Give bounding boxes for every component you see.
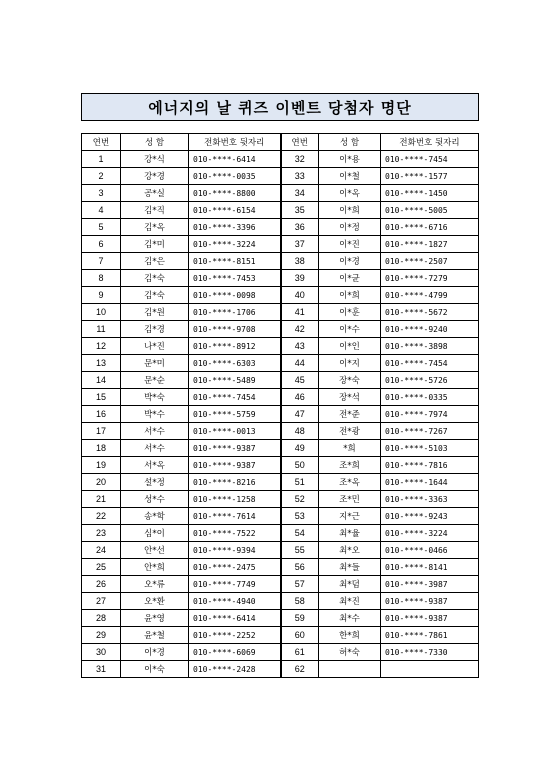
entry-no: 19 xyxy=(82,457,121,474)
table-row xyxy=(82,202,479,219)
entry-name: 송*학 xyxy=(121,508,189,525)
entry-phone: 010-****-7453 xyxy=(189,270,281,287)
entry-name: 이*옥 xyxy=(319,185,381,202)
entry-name: 이*경 xyxy=(121,644,189,661)
entry-no: 55 xyxy=(281,542,319,559)
entry-name: 이*지 xyxy=(319,355,381,372)
entry-phone: 010-****-7861 xyxy=(381,627,479,644)
entry-phone: 010-****-2475 xyxy=(189,559,281,576)
entry-name: 이*수 xyxy=(319,321,381,338)
entry-no: 57 xyxy=(281,576,319,593)
header-no-right: 연번 xyxy=(281,134,319,151)
entry-name: 박*수 xyxy=(121,406,189,423)
table-row xyxy=(82,508,479,525)
entry-name: 이*철 xyxy=(319,168,381,185)
entry-name: 안*희 xyxy=(121,559,189,576)
entry-name: 이*희 xyxy=(319,202,381,219)
table-row xyxy=(82,372,479,389)
entry-phone: 010-****-5672 xyxy=(381,304,479,321)
entry-name: 조*민 xyxy=(319,491,381,508)
entry-phone: 010-****-7454 xyxy=(381,151,479,168)
entry-name: 이*진 xyxy=(319,236,381,253)
entry-no: 46 xyxy=(281,389,319,406)
entry-no: 20 xyxy=(82,474,121,491)
entry-name: 강*식 xyxy=(121,151,189,168)
entry-phone: 010-****-7330 xyxy=(381,644,479,661)
entry-no: 1 xyxy=(82,151,121,168)
entry-phone: 010-****-0335 xyxy=(381,389,479,406)
entry-name: 이*정 xyxy=(319,219,381,236)
entry-name: 이*희 xyxy=(319,287,381,304)
entry-phone: 010-****-8151 xyxy=(189,253,281,270)
entry-phone: 010-****-5759 xyxy=(189,406,281,423)
entry-no: 37 xyxy=(281,236,319,253)
entry-no: 58 xyxy=(281,593,319,610)
table-row xyxy=(82,559,479,576)
entry-name: 오*류 xyxy=(121,576,189,593)
table-row xyxy=(82,219,479,236)
entry-no: 38 xyxy=(281,253,319,270)
entry-name: 서*수 xyxy=(121,440,189,457)
entry-no: 42 xyxy=(281,321,319,338)
entry-no: 40 xyxy=(281,287,319,304)
table-row xyxy=(82,593,479,610)
entry-name: 김*은 xyxy=(121,253,189,270)
entry-name: 윤*영 xyxy=(121,610,189,627)
table-row xyxy=(82,253,479,270)
table-row xyxy=(82,185,479,202)
entry-no: 22 xyxy=(82,508,121,525)
entry-name: 심*이 xyxy=(121,525,189,542)
entry-name: 최*수 xyxy=(319,610,381,627)
entry-no: 12 xyxy=(82,338,121,355)
entry-no: 43 xyxy=(281,338,319,355)
entry-phone: 010-****-7974 xyxy=(381,406,479,423)
entry-phone: 010-****-5005 xyxy=(381,202,479,219)
entry-phone: 010-****-8800 xyxy=(189,185,281,202)
entry-phone: 010-****-7454 xyxy=(189,389,281,406)
entry-phone: 010-****-0013 xyxy=(189,423,281,440)
winners-table xyxy=(81,133,479,678)
entry-no: 61 xyxy=(281,644,319,661)
entry-phone: 010-****-4799 xyxy=(381,287,479,304)
table-row xyxy=(82,440,479,457)
table-row xyxy=(82,389,479,406)
table-row xyxy=(82,236,479,253)
entry-name: 이*훈 xyxy=(319,304,381,321)
entry-name: 최*오 xyxy=(319,542,381,559)
table-row xyxy=(82,151,479,168)
entry-name: 최*들 xyxy=(319,559,381,576)
table-row xyxy=(82,423,479,440)
entry-no: 30 xyxy=(82,644,121,661)
entry-phone: 010-****-6069 xyxy=(189,644,281,661)
entry-phone: 010-****-2428 xyxy=(189,661,281,678)
entry-name: 김*경 xyxy=(121,321,189,338)
entry-no: 60 xyxy=(281,627,319,644)
table-row xyxy=(82,525,479,542)
entry-no: 49 xyxy=(281,440,319,457)
entry-name: 나*진 xyxy=(121,338,189,355)
entry-no: 2 xyxy=(82,168,121,185)
entry-name: 김*숙 xyxy=(121,270,189,287)
entry-name: 김*옥 xyxy=(121,219,189,236)
entry-phone: 010-****-9387 xyxy=(381,593,479,610)
entry-no: 48 xyxy=(281,423,319,440)
entry-phone: 010-****-5103 xyxy=(381,440,479,457)
entry-name: 안*선 xyxy=(121,542,189,559)
entry-no: 11 xyxy=(82,321,121,338)
entry-phone: 010-****-9387 xyxy=(189,440,281,457)
entry-no: 47 xyxy=(281,406,319,423)
entry-phone: 010-****-6303 xyxy=(189,355,281,372)
entry-name: 오*환 xyxy=(121,593,189,610)
header-name-right: 성 함 xyxy=(319,134,381,151)
entry-no: 15 xyxy=(82,389,121,406)
entry-name: 최*율 xyxy=(319,525,381,542)
entry-name: 조*옥 xyxy=(319,474,381,491)
entry-no: 39 xyxy=(281,270,319,287)
entry-no: 18 xyxy=(82,440,121,457)
entry-name: 문*미 xyxy=(121,355,189,372)
table-row xyxy=(82,661,479,678)
table-row xyxy=(82,270,479,287)
entry-no: 31 xyxy=(82,661,121,678)
entry-phone: 010-****-8912 xyxy=(189,338,281,355)
entry-no: 44 xyxy=(281,355,319,372)
entry-phone: 010-****-7267 xyxy=(381,423,479,440)
entry-no: 27 xyxy=(82,593,121,610)
entry-phone: 010-****-3224 xyxy=(189,236,281,253)
entry-no: 7 xyxy=(82,253,121,270)
entry-name: 설*정 xyxy=(121,474,189,491)
entry-phone: 010-****-7816 xyxy=(381,457,479,474)
header-name: 성 함 xyxy=(121,134,189,151)
entry-no: 26 xyxy=(82,576,121,593)
entry-phone: 010-****-2252 xyxy=(189,627,281,644)
entry-phone: 010-****-6414 xyxy=(189,151,281,168)
entry-no: 4 xyxy=(82,202,121,219)
entry-phone: 010-****-8216 xyxy=(189,474,281,491)
entry-phone: 010-****-7279 xyxy=(381,270,479,287)
entry-phone: 010-****-1577 xyxy=(381,168,479,185)
entry-no: 52 xyxy=(281,491,319,508)
table-row xyxy=(82,355,479,372)
entry-no: 13 xyxy=(82,355,121,372)
table-row xyxy=(82,576,479,593)
entry-name: 문*순 xyxy=(121,372,189,389)
entry-name: 이*경 xyxy=(319,253,381,270)
entry-phone: 010-****-3898 xyxy=(381,338,479,355)
table-header-row xyxy=(82,134,479,151)
entry-name: 이*인 xyxy=(319,338,381,355)
table-row xyxy=(82,627,479,644)
entry-phone: 010-****-7614 xyxy=(189,508,281,525)
entry-name: 허*숙 xyxy=(319,644,381,661)
table-row xyxy=(82,304,479,321)
entry-no: 23 xyxy=(82,525,121,542)
entry-no: 6 xyxy=(82,236,121,253)
entry-phone: 010-****-5726 xyxy=(381,372,479,389)
table-row xyxy=(82,406,479,423)
entry-no: 35 xyxy=(281,202,319,219)
entry-name: 성*수 xyxy=(121,491,189,508)
entry-no: 14 xyxy=(82,372,121,389)
entry-name: 장*석 xyxy=(319,389,381,406)
entry-no: 24 xyxy=(82,542,121,559)
entry-name xyxy=(319,661,381,678)
entry-phone: 010-****-9243 xyxy=(381,508,479,525)
entry-no: 10 xyxy=(82,304,121,321)
entry-phone: 010-****-2507 xyxy=(381,253,479,270)
entry-name: 김*원 xyxy=(121,304,189,321)
entry-name: 공*실 xyxy=(121,185,189,202)
entry-name: 최*덤 xyxy=(319,576,381,593)
table-row xyxy=(82,287,479,304)
table-row xyxy=(82,542,479,559)
entry-name: *희 xyxy=(319,440,381,457)
document-title: 에너지의 날 퀴즈 이벤트 당첨자 명단 xyxy=(81,93,479,121)
entry-no: 45 xyxy=(281,372,319,389)
entry-no: 16 xyxy=(82,406,121,423)
entry-no: 21 xyxy=(82,491,121,508)
table-row xyxy=(82,457,479,474)
entry-phone: 010-****-9394 xyxy=(189,542,281,559)
entry-no: 53 xyxy=(281,508,319,525)
table-row xyxy=(82,474,479,491)
entry-name: 조*희 xyxy=(319,457,381,474)
table-row xyxy=(82,168,479,185)
entry-no: 50 xyxy=(281,457,319,474)
entry-no: 41 xyxy=(281,304,319,321)
entry-phone: 010-****-6154 xyxy=(189,202,281,219)
entry-name: 최*진 xyxy=(319,593,381,610)
entry-name: 전*광 xyxy=(319,423,381,440)
entry-no: 9 xyxy=(82,287,121,304)
entry-phone: 010-****-1827 xyxy=(381,236,479,253)
entry-name: 지*근 xyxy=(319,508,381,525)
entry-name: 한*희 xyxy=(319,627,381,644)
entry-name: 김*미 xyxy=(121,236,189,253)
table-row xyxy=(82,321,479,338)
entry-no: 28 xyxy=(82,610,121,627)
entry-name: 이*숙 xyxy=(121,661,189,678)
table-row xyxy=(82,338,479,355)
entry-phone: 010-****-4940 xyxy=(189,593,281,610)
entry-name: 서*옥 xyxy=(121,457,189,474)
entry-name: 전*준 xyxy=(319,406,381,423)
table-row xyxy=(82,491,479,508)
entry-no: 54 xyxy=(281,525,319,542)
entry-phone: 010-****-3363 xyxy=(381,491,479,508)
entry-phone: 010-****-3396 xyxy=(189,219,281,236)
entry-no: 59 xyxy=(281,610,319,627)
entry-name: 박*숙 xyxy=(121,389,189,406)
entry-no: 17 xyxy=(82,423,121,440)
entry-name: 김*숙 xyxy=(121,287,189,304)
entry-no: 36 xyxy=(281,219,319,236)
entry-phone: 010-****-9708 xyxy=(189,321,281,338)
entry-no: 5 xyxy=(82,219,121,236)
entry-phone: 010-****-0035 xyxy=(189,168,281,185)
entry-phone: 010-****-0466 xyxy=(381,542,479,559)
entry-phone: 010-****-1706 xyxy=(189,304,281,321)
entry-phone: 010-****-6716 xyxy=(381,219,479,236)
entry-no: 33 xyxy=(281,168,319,185)
entry-name: 강*경 xyxy=(121,168,189,185)
entry-name: 윤*철 xyxy=(121,627,189,644)
entry-phone: 010-****-5489 xyxy=(189,372,281,389)
entry-no: 56 xyxy=(281,559,319,576)
entry-phone: 010-****-8141 xyxy=(381,559,479,576)
entry-phone: 010-****-0098 xyxy=(189,287,281,304)
entry-no: 62 xyxy=(281,661,319,678)
entry-no: 3 xyxy=(82,185,121,202)
entry-name: 장*숙 xyxy=(319,372,381,389)
header-no: 연번 xyxy=(82,134,121,151)
table-row xyxy=(82,610,479,627)
entry-no: 51 xyxy=(281,474,319,491)
header-phone-right: 전화번호 뒷자리 xyxy=(381,134,479,151)
entry-phone: 010-****-1258 xyxy=(189,491,281,508)
entry-name: 서*수 xyxy=(121,423,189,440)
entry-no: 29 xyxy=(82,627,121,644)
entry-phone: 010-****-7749 xyxy=(189,576,281,593)
entry-no: 25 xyxy=(82,559,121,576)
entry-name: 이*용 xyxy=(319,151,381,168)
entry-phone: 010-****-1450 xyxy=(381,185,479,202)
entry-no: 8 xyxy=(82,270,121,287)
entry-name: 김*직 xyxy=(121,202,189,219)
entry-phone: 010-****-9387 xyxy=(381,610,479,627)
entry-phone: 010-****-7454 xyxy=(381,355,479,372)
entry-phone: 010-****-3987 xyxy=(381,576,479,593)
entry-phone: 010-****-9240 xyxy=(381,321,479,338)
entry-no: 34 xyxy=(281,185,319,202)
entry-phone: 010-****-6414 xyxy=(189,610,281,627)
entry-phone: 010-****-9387 xyxy=(189,457,281,474)
table-row xyxy=(82,644,479,661)
entry-phone: 010-****-7522 xyxy=(189,525,281,542)
header-phone: 전화번호 뒷자리 xyxy=(189,134,281,151)
entry-name: 이*균 xyxy=(319,270,381,287)
entry-phone xyxy=(381,661,479,678)
entry-no: 32 xyxy=(281,151,319,168)
entry-phone: 010-****-1644 xyxy=(381,474,479,491)
entry-phone: 010-****-3224 xyxy=(381,525,479,542)
